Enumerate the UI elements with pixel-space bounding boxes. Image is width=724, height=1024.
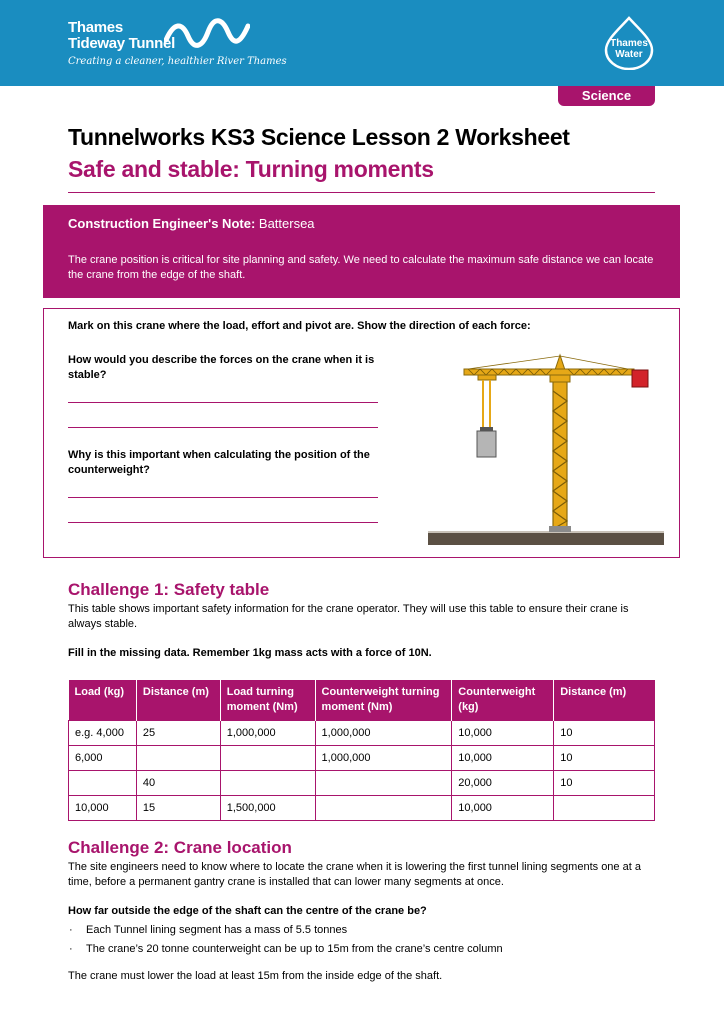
- crane-tower: [553, 381, 567, 531]
- challenge-2-question: How far outside the edge of the shaft can the centre of the crane be?: [68, 905, 427, 917]
- table-cell-blank[interactable]: [315, 771, 452, 796]
- crane-trolley: [478, 375, 496, 380]
- note-title-label: Construction Engineer's Note:: [68, 216, 256, 231]
- list-item-text: Each Tunnel lining segment has a mass of 5.5 tonnes: [86, 924, 348, 936]
- table-cell-blank[interactable]: [554, 796, 655, 821]
- table-row: [69, 721, 655, 746]
- thames-water-logo: [602, 16, 656, 70]
- column-header: Load turning moment (Nm): [220, 680, 315, 721]
- page-subtitle: Safe and stable: Turning moments: [68, 156, 434, 182]
- answer-line[interactable]: [68, 402, 378, 403]
- note-body: The crane position is critical for site planning and safety. We need to calculate the maximum safe distance we can locate the crane from the edge of the shaft.: [68, 254, 654, 281]
- table-cell: 6,000: [69, 746, 137, 771]
- header-bar: [0, 0, 724, 86]
- challenge-1-heading: Challenge 1: Safety table: [68, 580, 270, 599]
- table-cell: 10: [554, 771, 655, 796]
- challenge-1-intro: This table shows important safety information for the crane operator. They will use this table to ensure their crane is always stable.: [68, 603, 629, 630]
- crane-base: [549, 526, 571, 532]
- challenge-2-intro: The site engineers need to know where to locate the crane when it is lowering the first tunnel lining segments one at a time, before a permanent gantry crane is installed that can lower many segments at once.: [68, 861, 641, 888]
- crane-load: [477, 431, 496, 457]
- column-header: Distance (m): [136, 680, 220, 721]
- crane-illustration[interactable]: [428, 353, 664, 549]
- list-item-text: The crane’s 20 tonne counterweight can be up to 15m from the crane’s centre column: [86, 943, 503, 955]
- crane-instruction: Mark on this crane where the load, effort and pivot are. Show the direction of each force:: [68, 320, 531, 332]
- river-wave-icon: [164, 18, 250, 50]
- table-row: [69, 771, 655, 796]
- column-header: Counterweight turning moment (Nm): [315, 680, 452, 721]
- crane-jib: [464, 356, 634, 375]
- brand-logo-text: [68, 20, 175, 52]
- challenge-2-closing: The crane must lower the load at least 15m from the inside edge of the shaft.: [68, 970, 443, 982]
- subject-tab: Science: [558, 86, 655, 106]
- brand-line-2: Tideway Tunnel: [68, 35, 175, 52]
- table-cell-blank[interactable]: [136, 746, 220, 771]
- column-header: Counterweight (kg): [452, 680, 554, 721]
- table-cell-blank[interactable]: [315, 796, 452, 821]
- safety-table: [68, 680, 655, 821]
- table-cell-blank[interactable]: [69, 771, 137, 796]
- answer-line[interactable]: [68, 427, 378, 428]
- table-row: [69, 746, 655, 771]
- note-title: [68, 216, 315, 231]
- table-cell: 10: [554, 721, 655, 746]
- answer-line[interactable]: [68, 522, 378, 523]
- engineer-note-box: [43, 205, 680, 298]
- bullet-marker: ·: [69, 943, 73, 955]
- table-cell: 15: [136, 796, 220, 821]
- brand-line-1: Thames: [68, 19, 123, 36]
- table-cell: e.g. 4,000: [69, 721, 137, 746]
- table-cell: 1,000,000: [220, 721, 315, 746]
- table-cell-blank[interactable]: [220, 746, 315, 771]
- bullet-list: [68, 921, 503, 959]
- brand-tagline: Creating a cleaner, healthier River Thames: [68, 56, 287, 67]
- table-cell: 10,000: [452, 721, 554, 746]
- challenge-1-instruction: Fill in the missing data. Remember 1kg mass acts with a force of 10N.: [68, 647, 432, 659]
- title-divider: [68, 192, 655, 193]
- answer-line[interactable]: [68, 497, 378, 498]
- table-cell: 10,000: [452, 746, 554, 771]
- partner-logo-line-1: Thames: [610, 38, 648, 49]
- table-cell: 20,000: [452, 771, 554, 796]
- table-cell: 10,000: [452, 796, 554, 821]
- list-item: [68, 940, 503, 959]
- partner-logo-line-2: Water: [615, 49, 643, 60]
- table-cell: 1,500,000: [220, 796, 315, 821]
- column-header: Distance (m): [554, 680, 655, 721]
- page-title: Tunnelworks KS3 Science Lesson 2 Worksheet: [68, 124, 570, 150]
- question-2: Why is this important when calculating the position of the counterweight?: [68, 449, 370, 476]
- table-cell: 1,000,000: [315, 721, 452, 746]
- note-location: Battersea: [255, 216, 315, 231]
- table-row: [69, 796, 655, 821]
- bullet-marker: ·: [69, 924, 73, 936]
- question-1: How would you describe the forces on the crane when it is stable?: [68, 354, 375, 381]
- table-cell: 1,000,000: [315, 746, 452, 771]
- column-header: Load (kg): [69, 680, 137, 721]
- counterweight: [632, 370, 648, 387]
- ground: [428, 533, 664, 545]
- table-cell-blank[interactable]: [220, 771, 315, 796]
- table-cell: 10,000: [69, 796, 137, 821]
- list-item: [68, 921, 503, 940]
- table-cell: 40: [136, 771, 220, 796]
- challenge-2-heading: Challenge 2: Crane location: [68, 838, 292, 857]
- table-header-row: [69, 680, 655, 721]
- table-cell: 10: [554, 746, 655, 771]
- table-cell: 25: [136, 721, 220, 746]
- crane-activity-box: [43, 308, 680, 558]
